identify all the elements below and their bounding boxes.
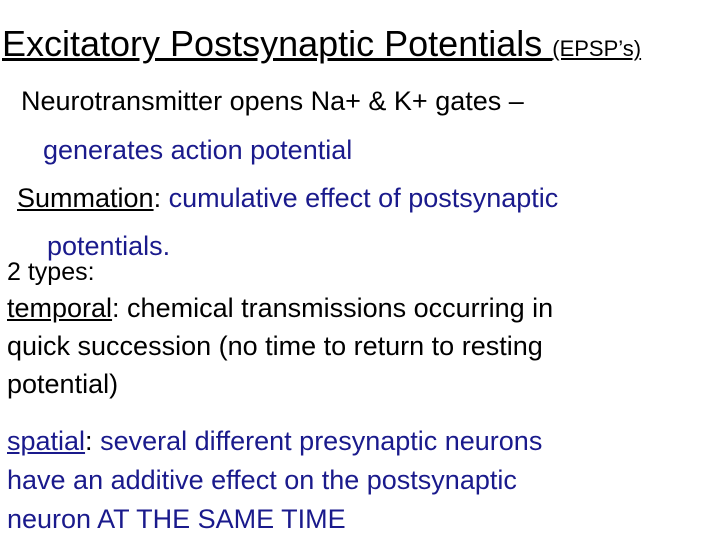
temporal-term: temporal [7, 293, 113, 323]
summation-colon: : [153, 183, 169, 213]
spatial-term: spatial [7, 426, 86, 456]
slide-title-abbr: (EPSP’s) [552, 36, 642, 61]
temporal-def-line1: : chemical transmissions occurring in [112, 293, 554, 323]
summation-def-line1: cumulative effect of postsynaptic [168, 183, 559, 213]
types-heading: 2 types: [7, 258, 95, 286]
summation-line [17, 185, 558, 212]
spatial-line3: neuron AT THE SAME TIME [7, 504, 346, 534]
point1-line1: Neurotransmitter opens Na+ & K+ gates – [21, 86, 524, 116]
spatial-def-line1: several different presynaptic neurons [100, 426, 543, 456]
temporal-line2: quick succession (no time to return to resting [7, 331, 543, 361]
temporal-line1 [7, 295, 553, 322]
temporal-line3: potential) [7, 369, 119, 399]
point1-line2: generates action potential [43, 135, 353, 165]
slide-title [2, 23, 642, 64]
spatial-line1 [7, 428, 542, 455]
spatial-line2: have an additive effect on the postsynaptic [7, 465, 517, 495]
summation-def-line2: potentials. [47, 231, 171, 261]
summation-term: Summation [17, 183, 154, 213]
slide-title-main: Excitatory Postsynaptic Potentials [2, 23, 553, 64]
spatial-colon: : [85, 426, 101, 456]
